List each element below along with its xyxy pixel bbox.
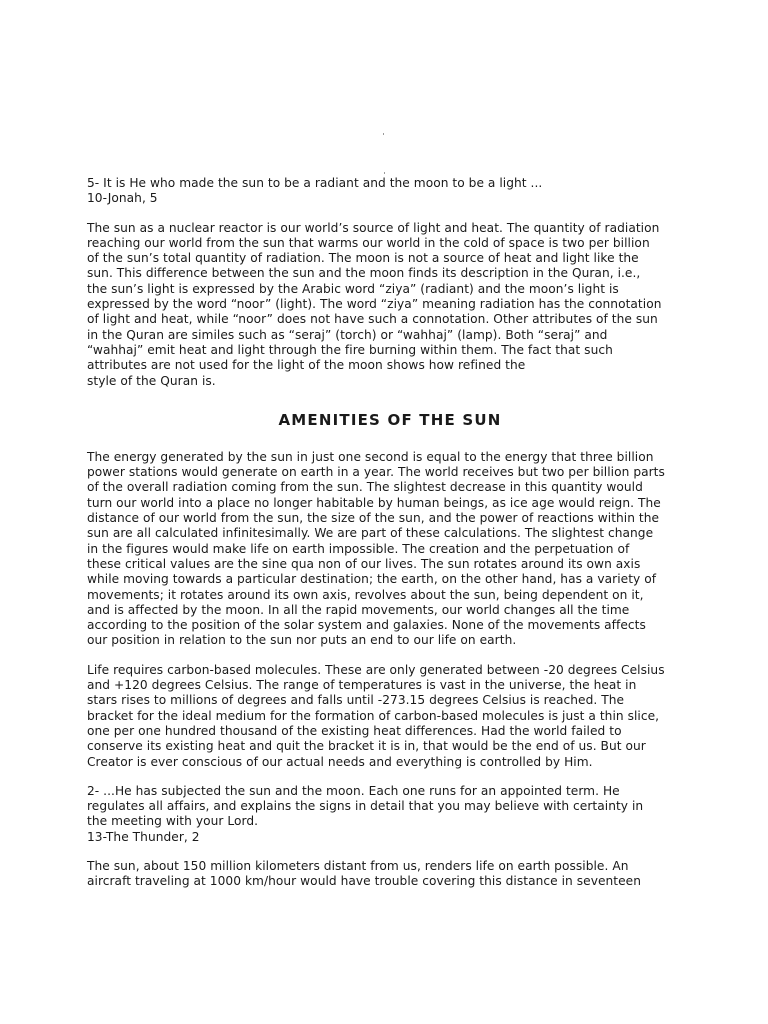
verse-quote [87,176,687,207]
verse-reference: 13-The Thunder, 2 [87,829,200,844]
body-paragraph: The sun as a nuclear reactor is our world’s source of light and heat. The quantity of radiation reaching our world from the sun that warms our world in the cold of space is two per billion of the sun’s total quantity of radiation. The moon is not a source of heat and light like the sun. This difference between the sun and the moon finds its description in the Quran, i.e., the sun’s light is expressed by the Arabic word “ziya” (radiant) and the moon’s light is expressed by the word “noor” (light). The word “ziya” meaning radiation has the connotation of light and heat, while “noor” does not have such a connotation. Other attributes of the sun in the Quran are similes such as “seraj” (torch) or “wahhaj” (lamp). Both “seraj” and “wahhaj” emit heat and light through the fire burning within them. The fact that such attributes are not used for the light of the moon shows how refined the style of the Quran is. [87,220,662,388]
verse-quote [87,784,687,845]
scan-speck [384,172,385,174]
verse-reference: 10-Jonah, 5 [87,191,158,206]
page-content [87,176,687,904]
section-heading: AMENITIES OF THE SUN [278,410,502,429]
verse-text: 2- ...He has subjected the sun and the moon. Each one runs for an appointed term. He regulates all affairs, and explains the signs in detail that you may believe with certainty in the meeting with your Lord. [87,783,644,829]
body-paragraph: The energy generated by the sun in just one second is equal to the energy that three billion power stations would generate on earth in a year. The world receives but two per billion parts of the overall radiation coming from the sun. The slightest decrease in this quantity would turn our world into a place no longer habitable by human beings, as ice age would reign. The distance of our world from the sun, the size of the sun, and the power of reactions within the sun are all calculated infinitesimally. We are part of these calculations. The slightest change in the figures would make life on earth impossible. The creation and the perpetuation of these critical values are the sine qua non of our lives. The sun rotates around its own axis while moving towards a particular destination; the earth, on the other hand, has a variety of movements; it rotates around its own axis, revolves about the sun, being dependent on it, and is affected by the moon. In all the rapid movements, our world changes all the time according to the position of the solar system and galaxies. None of the movements affects our position in relation to the sun nor puts an end to our life on earth. [87,449,665,648]
body-paragraph: Life requires carbon-based molecules. These are only generated between -20 degrees Celsius and +120 degrees Celsius. The range of temperatures is vast in the universe, the heat in stars rises to millions of degrees and falls until -273.15 degrees Celsius is reached. The bracket for the ideal medium for the formation of carbon-based molecules is just a thin slice, one per one hundred thousand of the existing heat differences. Had the world failed to conserve its existing heat and quit the bracket it is in, that would be the end of us. But our Creator is ever conscious of our actual needs and everything is controlled by Him. [87,662,665,769]
body-paragraph: The sun, about 150 million kilometers distant from us, renders life on earth possible. An aircraft traveling at 1000 km/hour would have trouble covering this distance in seventeen [87,858,641,889]
scan-speck [383,133,384,135]
verse-text: 5- It is He who made the sun to be a radiant and the moon to be a light ... [87,176,543,190]
